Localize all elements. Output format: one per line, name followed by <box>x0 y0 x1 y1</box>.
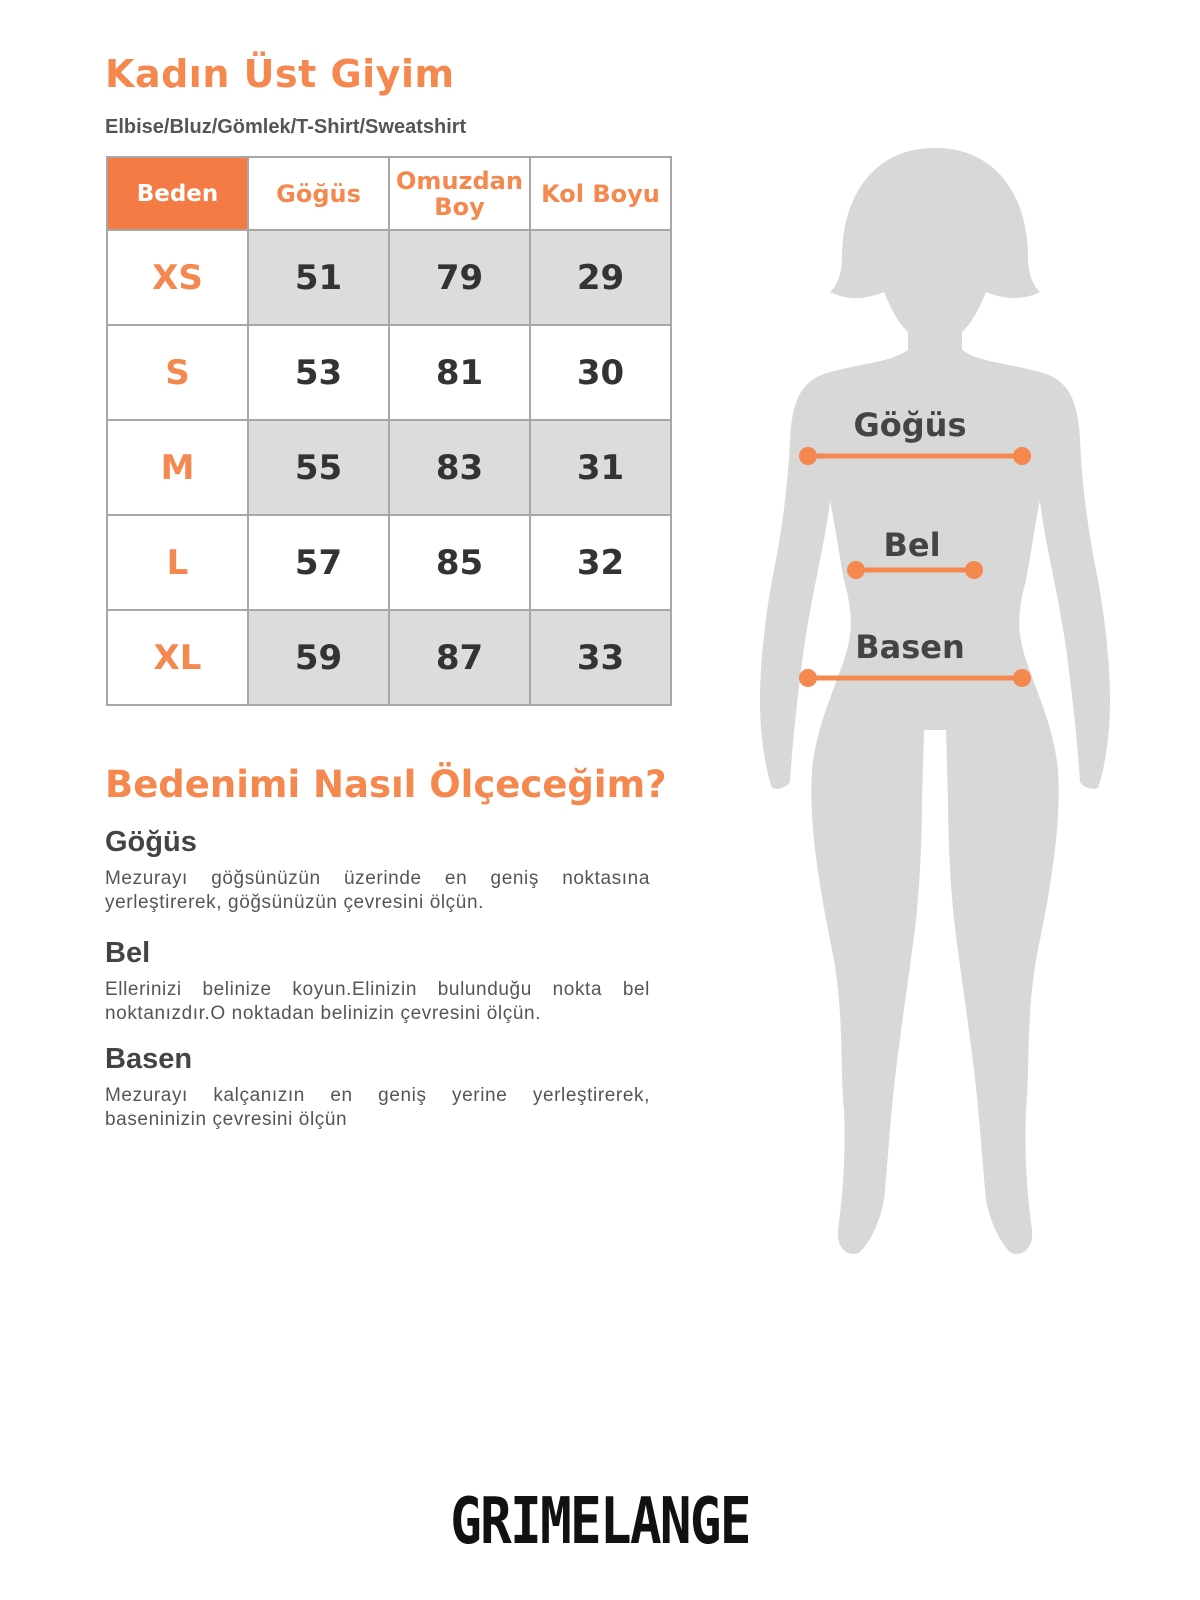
size-label: XS <box>107 230 248 325</box>
guide-heading: Basen <box>105 1043 193 1075</box>
page-subtitle: Elbise/Bluz/Gömlek/T-Shirt/Sweatshirt <box>105 116 467 138</box>
boy-value: 83 <box>389 420 530 515</box>
size-table <box>106 156 672 706</box>
header-gogus: Göğüs <box>248 157 389 230</box>
body-silhouette-figure <box>760 140 1110 1290</box>
table-row <box>107 325 671 420</box>
table-row <box>107 420 671 515</box>
kol-value: 32 <box>530 515 671 610</box>
brand-logo: GRIMELANGE <box>450 1485 750 1559</box>
guide-heading: Bel <box>105 937 151 969</box>
silhouette <box>760 148 1110 1254</box>
guide-text: Ellerinizi belinize koyun.Elinizin bulunduğu nokta bel noktanızdır.O noktadan belinizin çevresini ölçün. <box>105 979 650 1024</box>
gogus-label: Göğüs <box>853 406 967 444</box>
guide-section-gogus <box>105 826 650 915</box>
basen-label: Basen <box>855 628 965 666</box>
guide-section-bel <box>105 937 650 1026</box>
size-label: S <box>107 325 248 420</box>
boy-value: 85 <box>389 515 530 610</box>
kol-value: 29 <box>530 230 671 325</box>
table-row <box>107 515 671 610</box>
kol-value: 30 <box>530 325 671 420</box>
size-label: L <box>107 515 248 610</box>
gogus-value: 55 <box>248 420 389 515</box>
page-title: Kadın Üst Giyim <box>105 52 455 96</box>
boy-value: 81 <box>389 325 530 420</box>
header-beden: Beden <box>107 157 248 230</box>
boy-value: 79 <box>389 230 530 325</box>
table-row <box>107 230 671 325</box>
gogus-value: 51 <box>248 230 389 325</box>
header-omuzdan-boy: Omuzdan Boy <box>389 157 530 230</box>
table-header-row <box>107 157 671 230</box>
table-row <box>107 610 671 705</box>
size-label: M <box>107 420 248 515</box>
gogus-value: 59 <box>248 610 389 705</box>
gogus-value: 53 <box>248 325 389 420</box>
kol-value: 31 <box>530 420 671 515</box>
guide-section-basen <box>105 1043 650 1132</box>
size-label: XL <box>107 610 248 705</box>
guide-title: Bedenimi Nasıl Ölçeceğim? <box>105 763 667 806</box>
guide-text: Mezurayı kalçanızın en geniş yerine yerleştirerek, baseninizin çevresini ölçün <box>105 1085 650 1130</box>
boy-value: 87 <box>389 610 530 705</box>
bel-label: Bel <box>883 526 941 564</box>
header-kol-boyu: Kol Boyu <box>530 157 671 230</box>
kol-value: 33 <box>530 610 671 705</box>
gogus-value: 57 <box>248 515 389 610</box>
guide-text: Mezurayı göğsünüzün üzerinde en geniş noktasına yerleştirerek, göğsünüzün çevresini ölçün. <box>105 868 650 913</box>
guide-heading: Göğüs <box>105 826 197 858</box>
